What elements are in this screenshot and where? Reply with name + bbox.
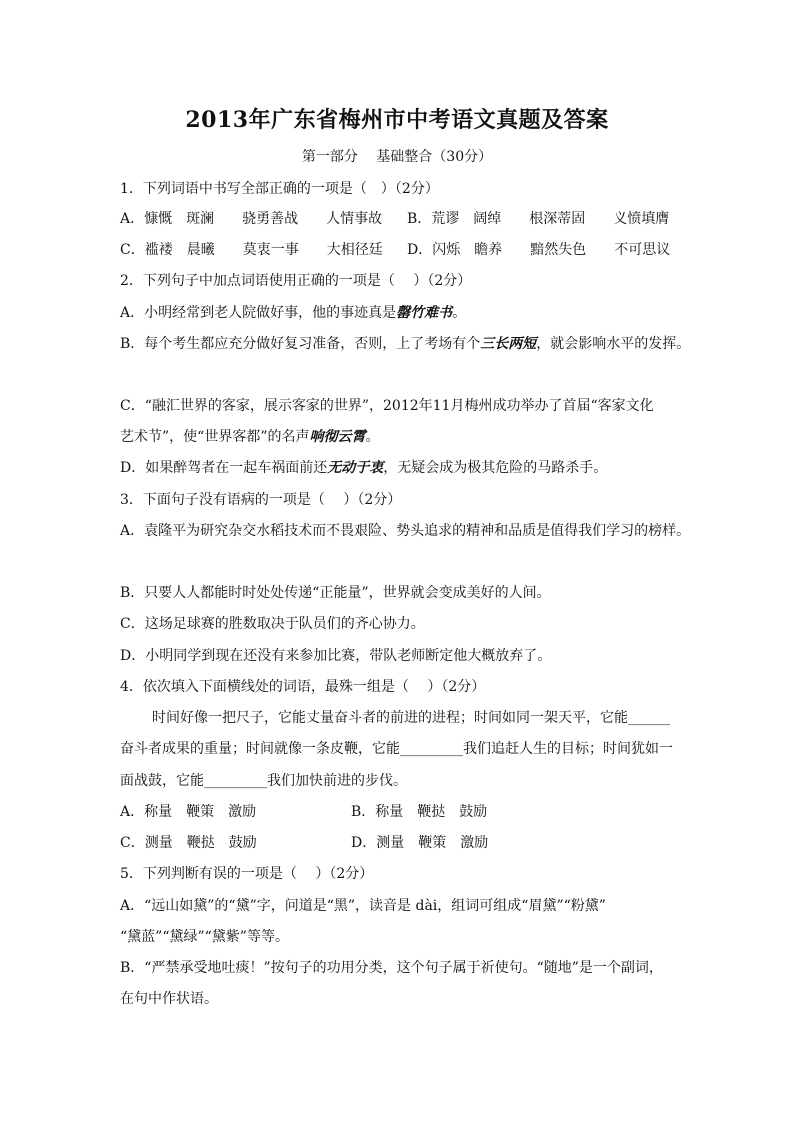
q3-option-a: A．袁隆平为研究杂交水稻技术而不畏艰险、势头追求的精神和品质是值得我们学习的榜样。 [120,523,691,539]
q1-option-a: A．慷慨 斑澜 骁勇善战 人情事故 [120,211,383,227]
q4-passage-line2: 奋斗者成果的重量；时间就像一条皮鞭，它能_________我们追赶人生的目标；时间犹如一 [120,741,673,757]
q2-option-b-text: B．每个考生都应充分做好复习准备，否则，上了考场有个 [120,336,481,352]
q5-option-b-line1: B．“严禁承受地吐痰！”按句子的功用分类，这个句子属于祈使句。“随地”是一个副词， [120,960,663,976]
q2-option-c-line1: C．“融汇世界的客家，展示客家的世界”，2012年11月梅州成功举办了首届“客家文化 [120,398,654,414]
q2-option-b [120,333,690,353]
q2-stem: 2．下列句子中加点词语使用正确的一项是（ ）（2分） [120,273,472,289]
q3-option-d: D．小明同学到现在还没有来参加比赛，带队老师断定他大概放弃了。 [120,648,552,664]
q2-option-c-end: 。 [365,429,380,445]
q5-option-a-line2: “黛蓝”“黛绿”“黛紫”等等。 [120,929,289,945]
q5-option-a-line1: A．“远山如黛”的“黛”字，问道是“黑”，读音是 dài，组词可组成“眉黛”“粉黛” [120,898,606,914]
q3-stem: 3．下面句子没有语病的一项是（ ）（2分） [120,492,402,508]
q1-option-c: C．褴褛 晨曦 莫衷一事 大相径廷 [120,242,383,258]
q2-option-c-text: 艺术节”，使“世界客都”的名声 [120,429,310,445]
q2-option-c-line2 [120,426,379,446]
q2-option-a-end: 。 [452,305,467,321]
q4-stem: 4．依次填入下面横线处的词语，最殊一组是（ ）（2分） [120,679,486,695]
q4-passage-line1: 时间好像一把尺子，它能丈量奋斗者的前进的进程；时间如同一架天平，它能______ [152,710,670,726]
q1-stem: 1．下列词语中书写全部正确的一项是（ ）（2分） [120,181,439,197]
q5-option-b-line2: 在句中作状语。 [120,991,218,1007]
page-title: 2013年广东省梅州市中考语文真题及答案 [185,107,609,133]
q4-option-a: A．称量 鞭策 激励 [120,804,257,820]
q4-option-d: D．测量 鞭策 激励 [351,835,489,851]
q2-option-c-dotted-word: 响彻云霄 [309,429,366,445]
section-heading: 第一部分 基础整合（30分） [301,149,493,165]
q2-option-d-end: ，无疑会成为极其危险的马路杀手。 [383,460,608,476]
q2-option-b-end: ，就会影响水平的发挥。 [536,336,691,352]
q2-option-d-text: D．如果醉驾者在一起车祸面前还 [120,460,328,476]
q2-option-a-text: A．小明经常到老人院做好事，他的事迹真是 [120,305,397,321]
q4-option-c: C．测量 鞭挞 鼓励 [120,835,257,851]
q2-option-d-dotted-word: 无动于衷 [327,460,384,476]
q3-option-b: B．只要人人都能时时处处传递“正能量”，世界就会变成美好的人间。 [120,585,551,601]
q2-option-d [120,457,607,477]
q2-option-a [120,302,466,322]
q1-option-b: B．荒谬 阔绰 根深蒂固 义愤填膺 [407,211,670,227]
q4-passage-line3: 面战鼓，它能_________我们加快前进的步伐。 [120,773,407,789]
q2-option-a-dotted-word: 罄竹难书 [396,305,453,321]
q2-option-b-dotted-word: 三长两短 [480,336,537,352]
q4-option-b: B．称量 鞭挞 鼓励 [351,804,488,820]
q3-option-c: C．这场足球赛的胜数取决于队员们的齐心协力。 [120,616,425,632]
q5-stem: 5．下列判断有误的一项是（ ）（2分） [120,866,374,882]
q1-option-d: D．闪烁 瞻养 黯然失色 不可思议 [407,242,671,258]
